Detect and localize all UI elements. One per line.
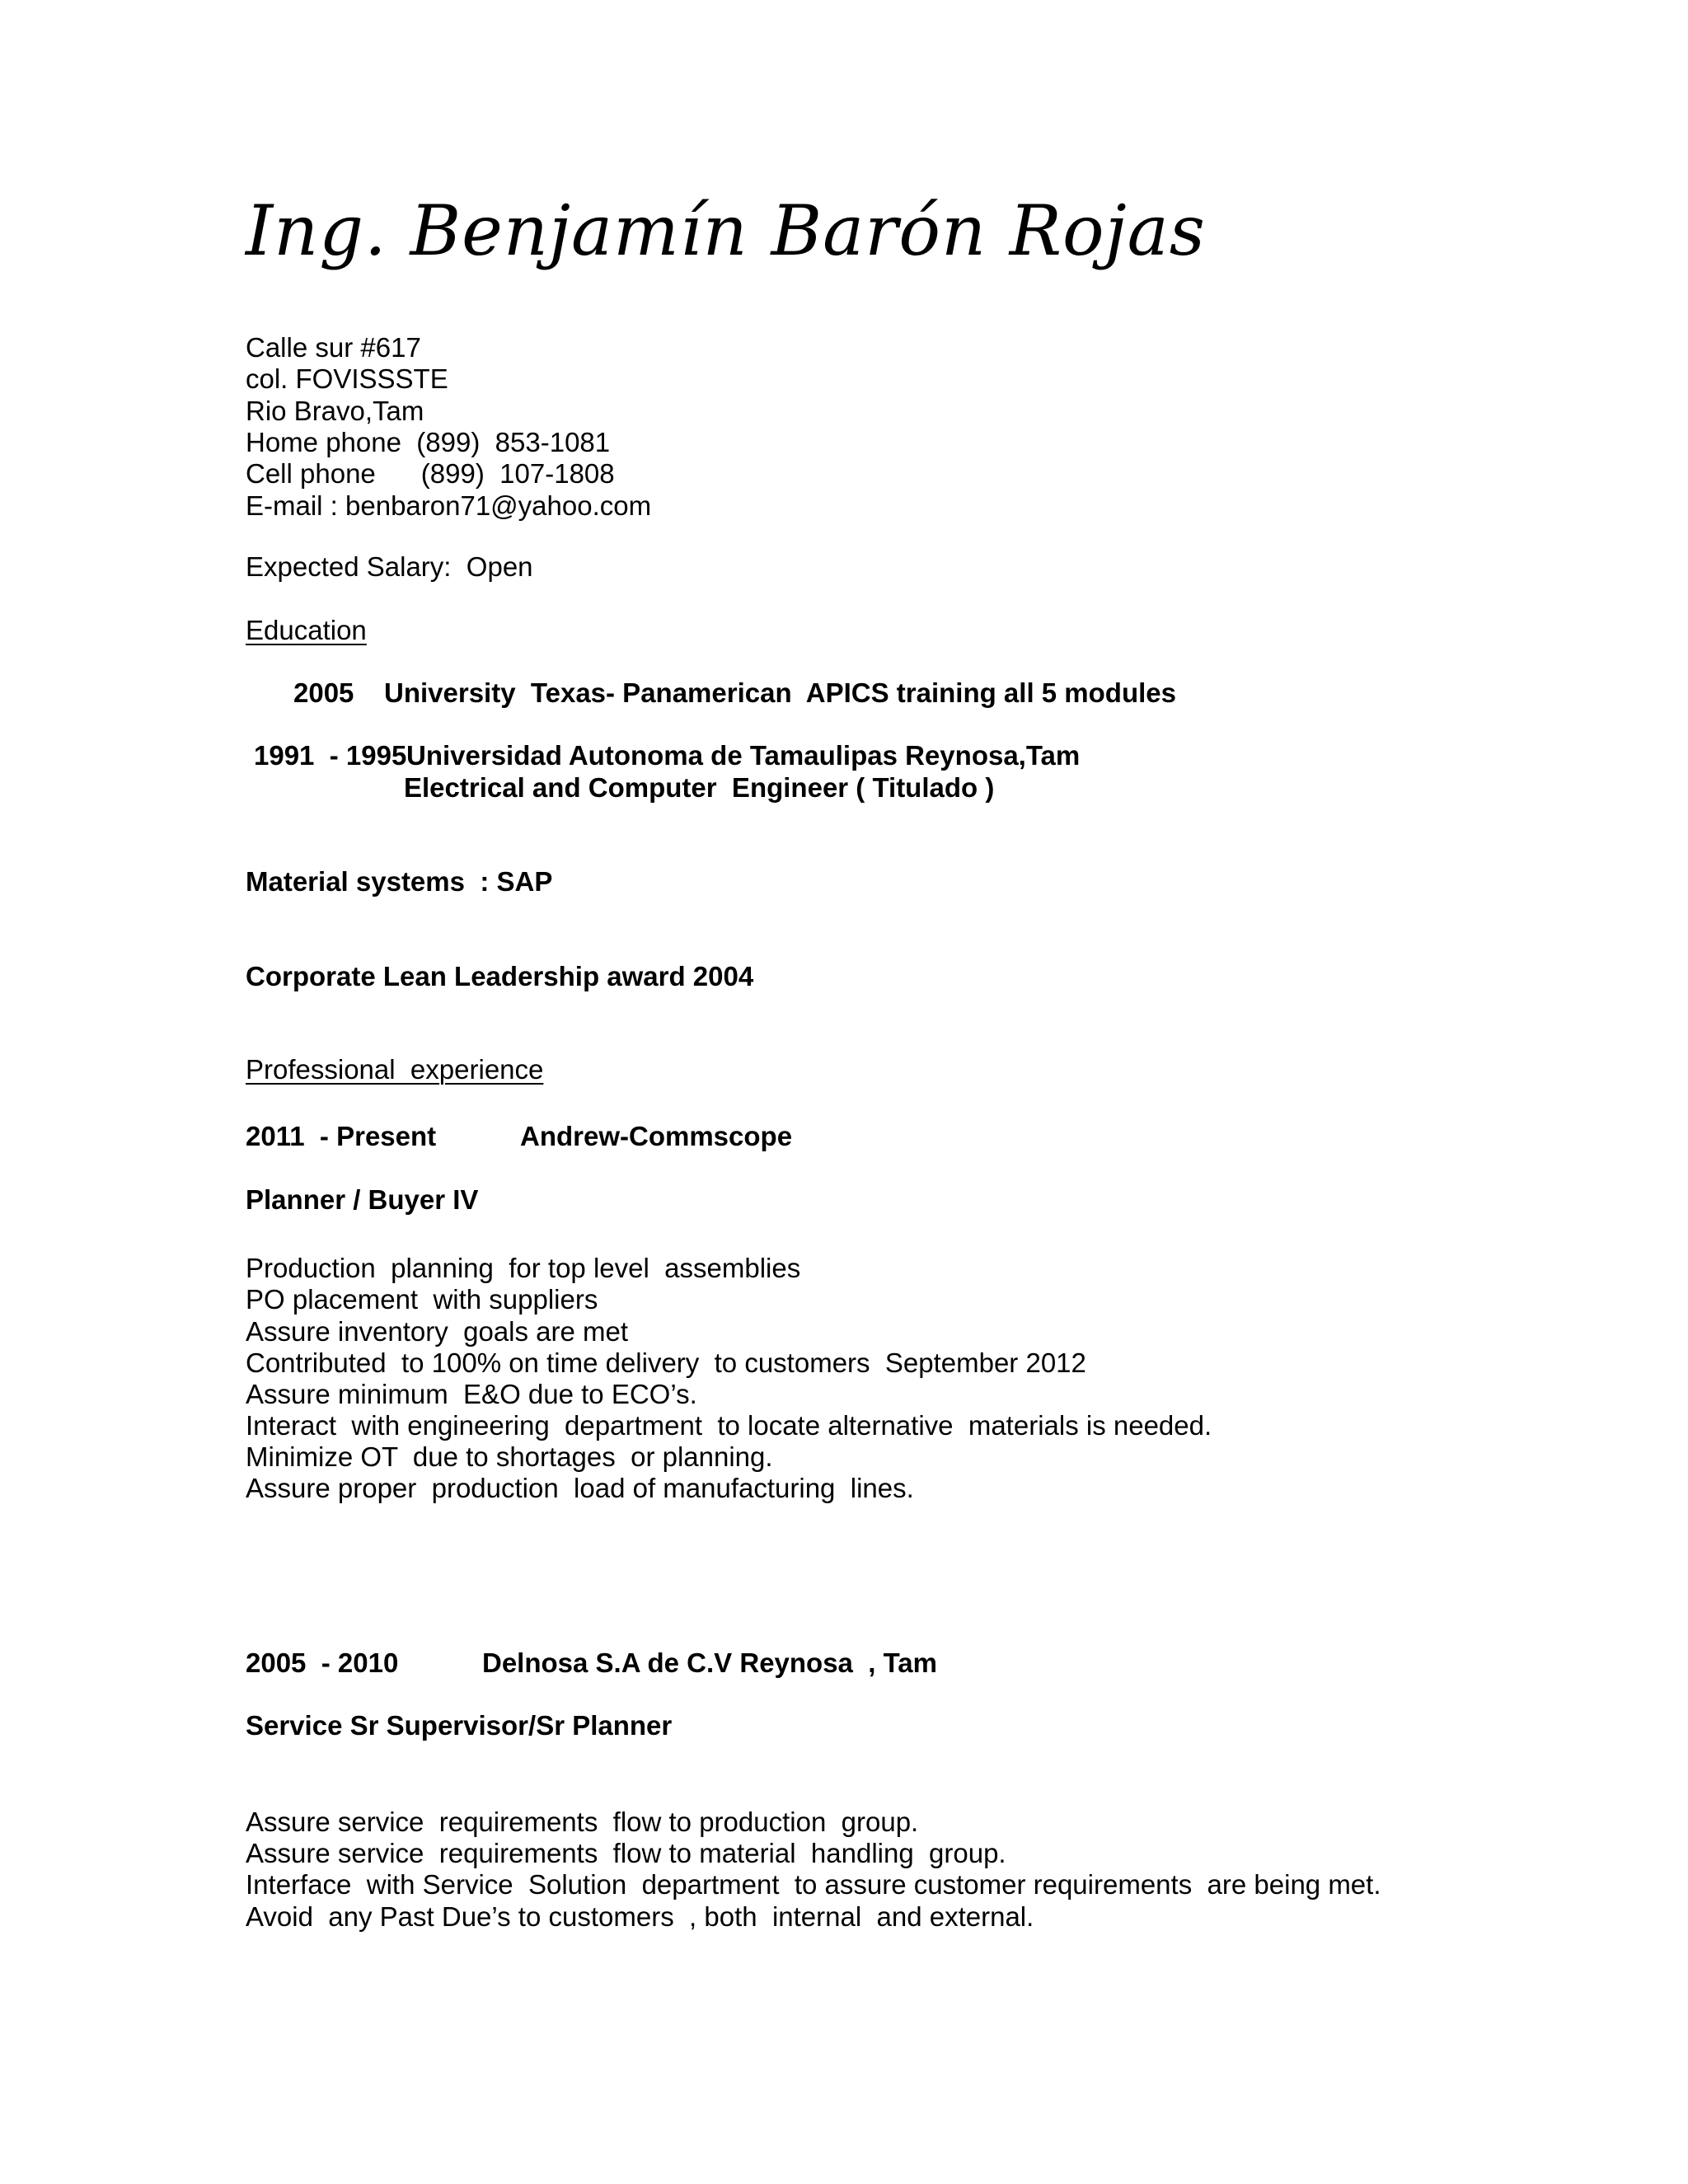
email: E-mail : benbaron71@yahoo.com xyxy=(246,490,652,521)
duty-item: Assure proper production load of manufacturing lines. xyxy=(246,1473,914,1503)
experience-heading: Professional experience xyxy=(246,1054,544,1085)
duty-item: Interact with engineering department to locate alternative materials is needed. xyxy=(246,1410,1212,1441)
education-detail: University Texas- Panamerican APICS training all 5 modules xyxy=(384,677,1176,708)
education-years: 1991 - 1995 xyxy=(254,740,407,771)
duty-item: Assure inventory goals are met xyxy=(246,1316,629,1347)
address-line-2: col. FOVISSSTE xyxy=(246,363,448,394)
material-systems: Material systems : SAP xyxy=(246,866,553,897)
duty-item: Contributed to 100% on time delivery to customers September 2012 xyxy=(246,1347,1086,1378)
cell-phone: Cell phone (899) 107-1808 xyxy=(246,458,615,489)
job-title: Service Sr Supervisor/Sr Planner xyxy=(246,1710,673,1741)
job-years: 2005 - 2010 xyxy=(246,1647,399,1678)
candidate-name: Ing. Benjamín Barón Rojas xyxy=(246,190,1206,271)
job-years: 2011 - Present xyxy=(246,1121,437,1151)
job-company: Andrew-Commscope xyxy=(520,1121,793,1151)
duty-item: PO placement with suppliers xyxy=(246,1284,598,1315)
education-heading: Education xyxy=(246,615,367,645)
duty-item: Minimize OT due to shortages or planning. xyxy=(246,1441,773,1472)
duty-item: Production planning for top level assemblies xyxy=(246,1253,801,1283)
duty-item: Avoid any Past Due’s to customers , both internal and external. xyxy=(246,1901,1034,1932)
address-line-1: Calle sur #617 xyxy=(246,332,421,363)
duty-item: Assure minimum E&O due to ECO’s. xyxy=(246,1379,697,1409)
duty-item: Assure service requirements flow to material handling group. xyxy=(246,1838,1006,1868)
job-company: Delnosa S.A de C.V Reynosa , Tam xyxy=(482,1647,937,1678)
city: Rio Bravo,Tam xyxy=(246,396,424,426)
education-years: 2005 xyxy=(293,677,354,708)
duty-item: Interface with Service Solution department to assure customer requirements are being met. xyxy=(246,1869,1381,1900)
job-title: Planner / Buyer IV xyxy=(246,1184,479,1215)
education-degree: Electrical and Computer Engineer ( Titulado ) xyxy=(404,772,995,803)
duty-item: Assure service requirements flow to production group. xyxy=(246,1807,919,1837)
award: Corporate Lean Leadership award 2004 xyxy=(246,961,754,991)
education-detail: Universidad Autonoma de Tamaulipas Reynosa,Tam xyxy=(406,740,1081,771)
expected-salary: Expected Salary: Open xyxy=(246,551,533,582)
home-phone: Home phone (899) 853-1081 xyxy=(246,427,611,457)
